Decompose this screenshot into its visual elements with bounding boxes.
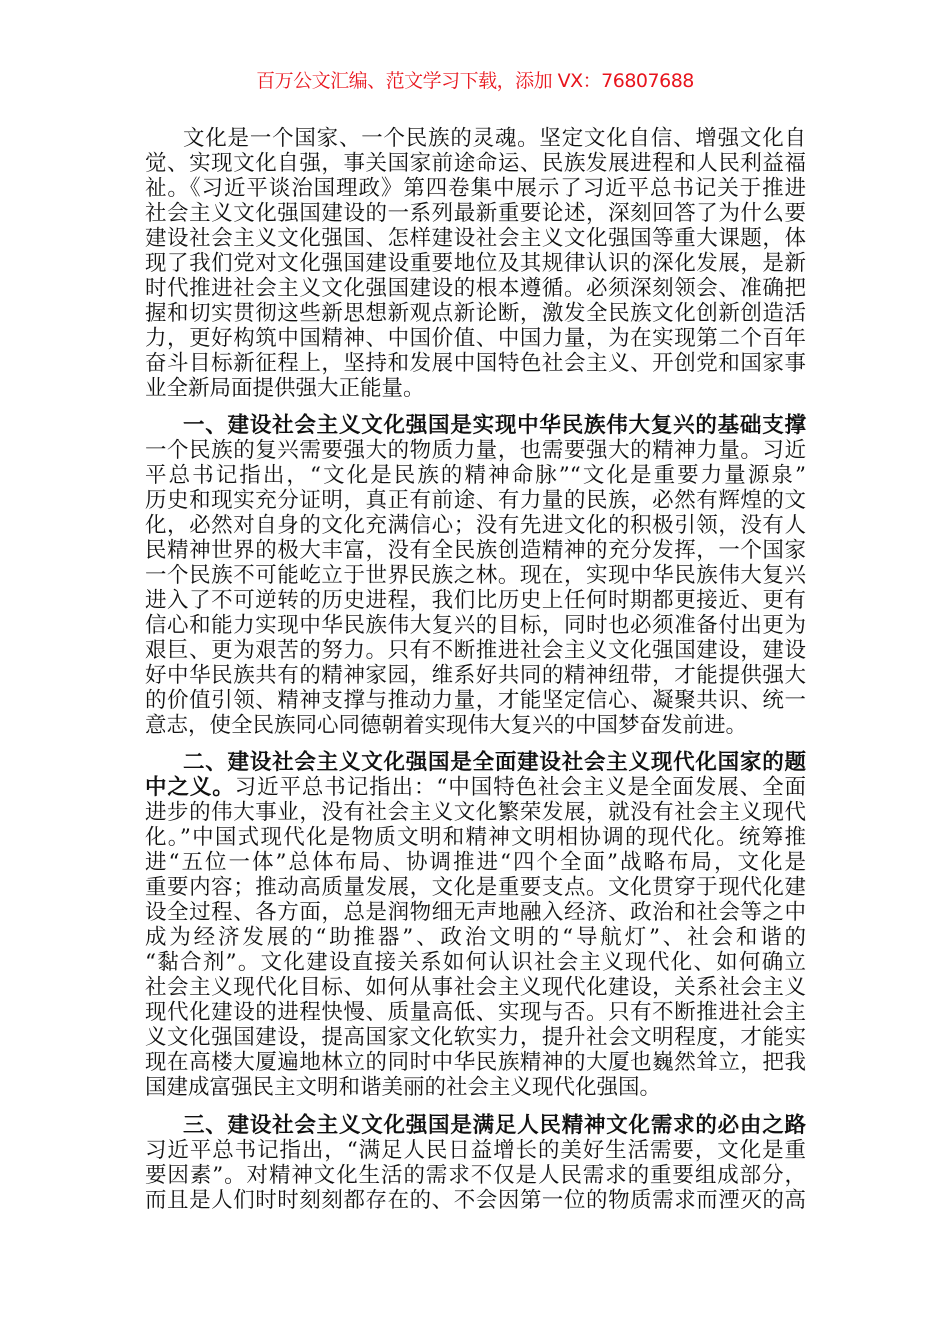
section-2 — [145, 750, 806, 1100]
intro-paragraph — [145, 126, 806, 401]
text-line: 平总书记指出，“文化是民族的精神命脉”“文化是重要力量源泉” — [145, 463, 806, 488]
text-line: 重要内容；推动高质量发展，文化是重要支点。文化贯穿于现代化建 — [145, 875, 806, 900]
text-line: 好中华民族共有的精神家园，维系好共同的精神纽带，才能提供强大 — [145, 663, 806, 688]
text-line: “黏合剂”。文化建设直接关系如何认识社会主义现代化、如何确立 — [145, 950, 806, 975]
text-line: 握和切实贯彻这些新思想新观点新论断，激发全民族文化创新创造活 — [145, 301, 806, 326]
text-line: 业全新局面提供强大正能量。 — [145, 376, 425, 401]
text-line: 现在高楼大厦遍地林立的同时中华民族精神的大厦也巍然耸立，把我 — [145, 1050, 806, 1075]
text-line: 建设社会主义文化强国、怎样建设社会主义文化强国等重大课题，体 — [145, 226, 806, 251]
text-line: 信心和能力实现中华民族伟大复兴的目标，同时也必须准备付出更为 — [145, 613, 806, 638]
text-line: 义文化强国建设，提高国家文化软实力，提升社会文明程度，才能实 — [145, 1025, 806, 1050]
section-1 — [145, 413, 806, 738]
text-line: 一个民族不可能屹立于世界民族之林。现在，实现中华民族伟大复兴 — [145, 563, 806, 588]
section-heading: 一、建设社会主义文化强国是实现中华民族伟大复兴的基础支撑 — [183, 413, 806, 438]
text-line: 进入了不可逆转的历史进程，我们比历史上任何时期都更接近、更有 — [145, 588, 806, 613]
text-line: 现了我们党对文化强国建设重要地位及其规律认识的深化发展，是新 — [145, 251, 806, 276]
text-line: 而且是人们时时刻刻都存在的、不会因第一位的物质需求而湮灭的高 — [145, 1188, 806, 1213]
section-3 — [145, 1113, 806, 1213]
text-line: 意志，使全民族同心同德朝着实现伟大复兴的中国梦奋发前进。 — [145, 713, 748, 738]
text-line: 现代化建设的进程快慢、质量高低、实现与否。只有不断推进社会主 — [145, 1000, 806, 1025]
text-line: 社会主义文化强国建设的一系列最新重要论述，深刻回答了为什么要 — [145, 201, 806, 226]
text-line: 文化是一个国家、一个民族的灵魂。坚定文化自信、增强文化自 — [183, 126, 806, 151]
text-line-content: 习近平总书记指出：“中国特色社会主义是全面发展、全面 — [234, 775, 806, 800]
text-line: 时代推进社会主义文化强国建设的根本遵循。必须深刻领会、准确把 — [145, 276, 806, 301]
text-line: 祉。《习近平谈治国理政》第四卷集中展示了习近平总书记关于推进 — [145, 176, 806, 201]
text-line: 成为经济发展的“助推器”、政治文明的“导航灯”、社会和谐的 — [145, 925, 806, 950]
text-line: 社会主义现代化目标、如何从事社会主义现代化建设，关系社会主义 — [145, 975, 806, 1000]
section-heading: 二、建设社会主义文化强国是全面建设社会主义现代化国家的题 — [183, 750, 806, 775]
text-line: 艰巨、更为艰苦的努力。只有不断推进社会主义文化强国建设，建设 — [145, 638, 806, 663]
text-line: 的价值引领、精神支撑与推动力量，才能坚定信心、凝聚共识、统一 — [145, 688, 806, 713]
text-line: 一个民族的复兴需要强大的物质力量，也需要强大的精神力量。习近 — [145, 438, 806, 463]
text-line: 力，更好构筑中国精神、中国价值、中国力量，为在实现第二个百年 — [145, 326, 806, 351]
text-line: 觉、实现文化自强，事关国家前途命运、民族发展进程和人民利益福 — [145, 151, 806, 176]
text-line: 化。”中国式现代化是物质文明和精神文明相协调的现代化。统筹推 — [145, 825, 806, 850]
text-line: 国建成富强民主文明和谐美丽的社会主义现代化强国。 — [145, 1075, 662, 1100]
text-line: 历史和现实充分证明，真正有前途、有力量的民族，必然有辉煌的文 — [145, 488, 806, 513]
text-line: 民精神世界的极大丰富，没有全民族创造精神的充分发挥，一个国家 — [145, 538, 806, 563]
text-line: 奋斗目标新征程上，坚持和发展中国特色社会主义、开创党和国家事 — [145, 351, 806, 376]
text-line: 要因素”。对精神文化生活的需求不仅是人民需求的重要组成部分， — [145, 1163, 806, 1188]
text-line: 化，必然对自身的文化充满信心；没有先进文化的积极引领，没有人 — [145, 513, 806, 538]
text-line: 设全过程、各方面，总是润物细无声地融入经济、政治和社会等之中 — [145, 900, 806, 925]
section-heading: 三、建设社会主义文化强国是满足人民精神文化需求的必由之路 — [183, 1113, 806, 1138]
text-line: 进“五位一体”总体布局、协调推进“四个全面”战略布局，文化是 — [145, 850, 806, 875]
text-line — [145, 775, 806, 800]
text-line: 进步的伟大事业，没有社会主义文化繁荣发展，就没有社会主义现代 — [145, 800, 806, 825]
section-heading-tail: 中之义。 — [145, 775, 235, 800]
watermark-header: 百万公文汇编、范文学习下载，添加 VX：76807688 — [256, 70, 694, 92]
text-line: 习近平总书记指出，“满足人民日益增长的美好生活需要，文化是重 — [145, 1138, 806, 1163]
